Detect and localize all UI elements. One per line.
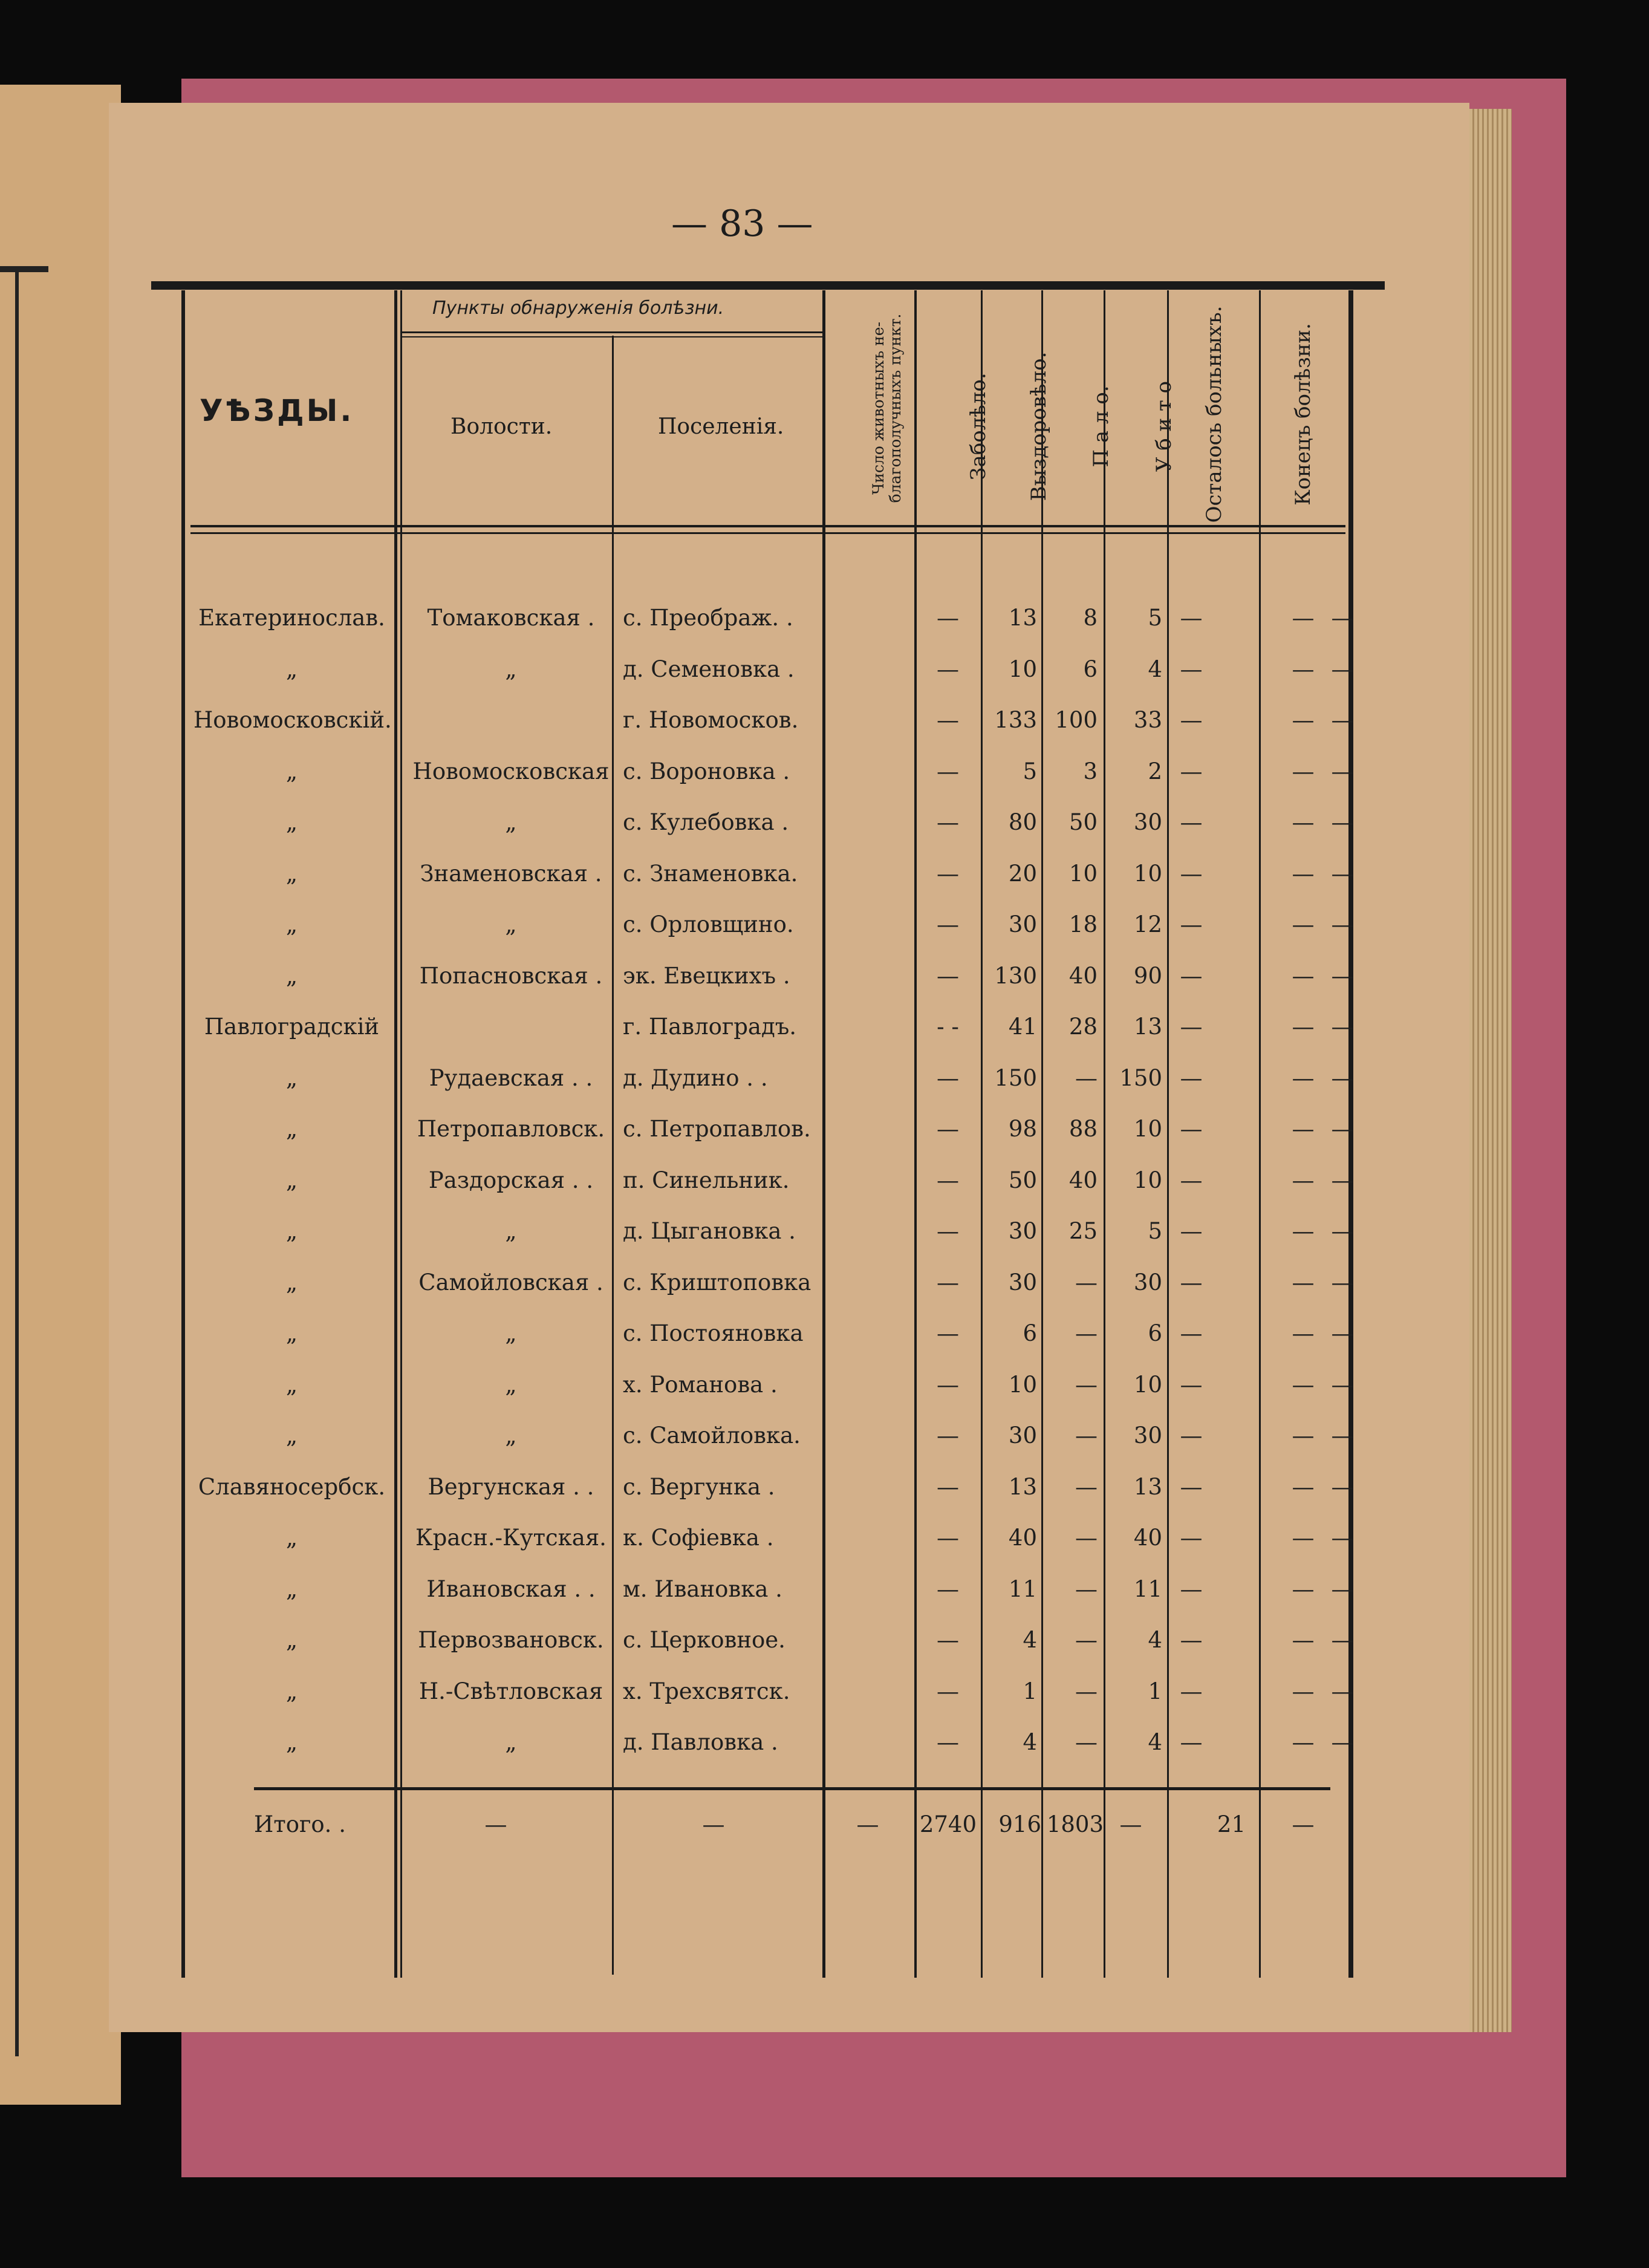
header-konets: Конецъ болѣзни. (1291, 323, 1315, 506)
cell-chislo: — (937, 1269, 959, 1295)
header-uezdy: УѢЗДЫ. (200, 393, 354, 428)
cell-zabolelo: 1 (1023, 1678, 1037, 1704)
cell-ubito: — (1180, 1167, 1203, 1193)
cell-palo: 2 (1148, 758, 1162, 784)
cell-volost: Петропавловск. (417, 1116, 605, 1142)
header-volosti: Волости. (450, 414, 553, 439)
left-page-rule (0, 266, 48, 272)
totals-cell-ubito: — (1119, 1811, 1142, 1837)
cell-ostalos: — (1292, 1269, 1315, 1295)
cell-volost: Попасновская . (419, 962, 603, 989)
cell-ostalos: — (1292, 1064, 1315, 1091)
cell-zabolelo: 150 (994, 1064, 1037, 1091)
cell-uezd: Славяносербск. (198, 1473, 386, 1500)
cell-zabolelo: 20 (1008, 860, 1037, 887)
cell-konets: — (1331, 1627, 1354, 1653)
header-bottom-rule-2 (190, 532, 1345, 534)
cell-poselenie: г. Павлоградъ. (623, 1014, 797, 1040)
cell-palo: 5 (1148, 605, 1162, 631)
cell-zabolelo: 41 (1008, 1014, 1037, 1040)
cell-chislo: — (937, 1729, 959, 1755)
cell-vyzdorovelo: — (1075, 1678, 1098, 1704)
cell-palo: 30 (1133, 809, 1162, 835)
cell-konets: — (1331, 1167, 1354, 1193)
page-edges (1469, 109, 1512, 2032)
cell-ostalos: — (1292, 1116, 1315, 1142)
cell-zabolelo: 4 (1023, 1729, 1037, 1755)
cell-ubito: — (1180, 1525, 1203, 1551)
cell-ubito: — (1180, 656, 1203, 682)
cell-konets: — (1331, 1422, 1354, 1448)
cell-zabolelo: 50 (1008, 1167, 1037, 1193)
cell-vyzdorovelo: — (1075, 1422, 1098, 1448)
cell-uezd: „ (285, 758, 298, 784)
cell-volost: Новомосковская (412, 758, 610, 784)
cell-ubito: — (1180, 1627, 1203, 1653)
cell-ubito: — (1180, 1014, 1203, 1040)
cell-uezd: „ (285, 860, 298, 887)
vrule-palo (1104, 290, 1105, 1978)
cell-zabolelo: 130 (994, 962, 1037, 989)
header-vyzdorovelo: Выздоровѣло. (1027, 351, 1051, 501)
cell-volost: „ (505, 809, 517, 835)
cell-konets: — (1331, 1320, 1354, 1346)
cell-poselenie: с. Петропавлов. (623, 1116, 811, 1142)
totals-rule (254, 1787, 1330, 1790)
cell-vyzdorovelo: 88 (1068, 1116, 1098, 1142)
left-page (0, 85, 121, 2105)
cell-zabolelo: 30 (1008, 1422, 1037, 1448)
cell-ubito: — (1180, 605, 1203, 631)
header-zabolelo: Заболѣло. (966, 373, 990, 480)
cell-chislo: — (937, 1371, 959, 1398)
cell-ostalos: — (1292, 1678, 1315, 1704)
cell-palo: 4 (1148, 1627, 1162, 1653)
cell-uezd: „ (285, 1422, 298, 1448)
cell-vyzdorovelo: 6 (1083, 656, 1098, 682)
cell-palo: 40 (1133, 1525, 1162, 1551)
cell-vyzdorovelo: — (1075, 1473, 1098, 1500)
cell-uezd: „ (285, 809, 298, 835)
cell-ostalos: — (1292, 911, 1315, 937)
cell-uezd: „ (285, 962, 298, 989)
cell-palo: 1 (1148, 1678, 1162, 1704)
cell-poselenie: с. Криштоповка (623, 1269, 811, 1295)
cell-poselenie: д. Дудино . . (623, 1064, 768, 1091)
cell-uezd: „ (285, 1576, 298, 1602)
top-rule (151, 281, 1385, 290)
cell-chislo: — (937, 1678, 959, 1704)
cell-chislo: — (937, 758, 959, 784)
cell-zabolelo: 133 (994, 707, 1037, 733)
cell-poselenie: с. Знаменовка. (623, 860, 798, 887)
cell-vyzdorovelo: 40 (1068, 1167, 1098, 1193)
cell-zabolelo: 4 (1023, 1627, 1037, 1653)
cell-volost: Н.-Свѣтловская (418, 1678, 603, 1704)
cell-volost: „ (505, 1218, 517, 1244)
cell-vyzdorovelo: — (1075, 1576, 1098, 1602)
cell-konets: — (1331, 860, 1354, 887)
cell-ubito: — (1180, 911, 1203, 937)
cell-ostalos: — (1292, 962, 1315, 989)
cell-volost: „ (505, 1729, 517, 1755)
cell-uezd: „ (285, 1627, 298, 1653)
cell-ostalos: — (1292, 1729, 1315, 1755)
cell-vyzdorovelo: 40 (1068, 962, 1098, 989)
cell-uezd: Екатеринослав. (198, 605, 385, 631)
cell-poselenie: с. Кулебовка . (623, 809, 789, 835)
cell-chislo: — (937, 962, 959, 989)
cell-ostalos: — (1292, 1473, 1315, 1500)
cell-volost: „ (505, 911, 517, 937)
cell-ostalos: — (1292, 1576, 1315, 1602)
cell-ubito: — (1180, 809, 1203, 835)
cell-konets: — (1331, 809, 1354, 835)
vrule-ubito (1167, 290, 1169, 1978)
cell-ubito: — (1180, 1320, 1203, 1346)
cell-ubito: — (1180, 1371, 1203, 1398)
cell-ostalos: — (1292, 1525, 1315, 1551)
cell-palo: 150 (1119, 1064, 1162, 1091)
cell-ubito: — (1180, 707, 1203, 733)
cell-chislo: — (937, 707, 959, 733)
cell-ubito: — (1180, 962, 1203, 989)
cell-chislo: — (937, 605, 959, 631)
cell-palo: 4 (1148, 1729, 1162, 1755)
cell-konets: — (1331, 656, 1354, 682)
cell-konets: — (1331, 758, 1354, 784)
cell-vyzdorovelo: — (1075, 1064, 1098, 1091)
cell-vyzdorovelo: 25 (1068, 1218, 1098, 1244)
cell-chislo: - - (937, 1014, 959, 1040)
cell-poselenie: д. Семеновка . (623, 656, 795, 682)
cell-vyzdorovelo: 3 (1083, 758, 1098, 784)
cell-konets: — (1331, 605, 1354, 631)
cell-palo: 12 (1133, 911, 1162, 937)
header-chislo-line1: Число животныхъ не- (870, 322, 887, 495)
cell-palo: 11 (1133, 1576, 1162, 1602)
cell-ostalos: — (1292, 860, 1315, 887)
cell-volost: Самойловская . (418, 1269, 603, 1295)
cell-volost: „ (505, 656, 517, 682)
cell-ostalos: — (1292, 1218, 1315, 1244)
cell-ubito: — (1180, 1678, 1203, 1704)
cell-zabolelo: 40 (1008, 1525, 1037, 1551)
cell-ostalos: — (1292, 1167, 1315, 1193)
vrule-ostalos (1259, 290, 1261, 1978)
totals-cell-uezd: Итого. . (254, 1811, 346, 1837)
cell-poselenie: д. Павловка . (623, 1729, 778, 1755)
cell-zabolelo: 30 (1008, 1218, 1037, 1244)
cell-konets: — (1331, 1269, 1354, 1295)
totals-cell-palo: 1803 (1046, 1811, 1104, 1837)
cell-volost: Ивановская . . (426, 1576, 596, 1602)
cell-poselenie: с. Преображ. . (623, 605, 793, 631)
cell-palo: 13 (1133, 1473, 1162, 1500)
cell-vyzdorovelo: — (1075, 1729, 1098, 1755)
vrule-volost (612, 336, 614, 1975)
cell-poselenie: эк. Евецкихъ . (623, 962, 790, 989)
cell-palo: 10 (1133, 1167, 1162, 1193)
cell-chislo: — (937, 1422, 959, 1448)
cell-vyzdorovelo: — (1075, 1525, 1098, 1551)
cell-uezd: „ (285, 1729, 298, 1755)
cell-palo: 30 (1133, 1269, 1162, 1295)
header-ubito: У б и т о (1152, 380, 1176, 472)
cell-palo: 13 (1133, 1014, 1162, 1040)
vrule-poselenie (822, 290, 825, 1978)
cell-chislo: — (937, 1218, 959, 1244)
cell-chislo: — (937, 1320, 959, 1346)
cell-chislo: — (937, 1167, 959, 1193)
header-points-group: Пункты обнаруженія болѣзни. (432, 298, 724, 319)
vrule-uezd (394, 290, 397, 1978)
cell-volost: Раздорская . . (428, 1167, 594, 1193)
totals-cell-chislo: — (856, 1811, 879, 1837)
cell-konets: — (1331, 911, 1354, 937)
cell-ubito: — (1180, 1576, 1203, 1602)
cell-uezd: „ (285, 656, 298, 682)
cell-ubito: — (1180, 1218, 1203, 1244)
cell-vyzdorovelo: — (1075, 1269, 1098, 1295)
cell-palo: 33 (1133, 707, 1162, 733)
cell-zabolelo: 98 (1008, 1116, 1037, 1142)
vrule-vyzdorovelo (1041, 290, 1043, 1978)
cell-ostalos: — (1292, 1422, 1315, 1448)
cell-palo: 10 (1133, 1371, 1162, 1398)
cell-uezd: „ (285, 1269, 298, 1295)
cell-volost: Знаменовская . (420, 860, 602, 887)
cell-chislo: — (937, 656, 959, 682)
vrule-zabolelo (981, 290, 983, 1978)
cell-zabolelo: 13 (1008, 605, 1037, 631)
cell-volost: Рудаевская . . (429, 1064, 593, 1091)
cell-zabolelo: 10 (1008, 656, 1037, 682)
cell-ostalos: — (1292, 1371, 1315, 1398)
cell-ubito: — (1180, 1729, 1203, 1755)
cell-chislo: — (937, 1627, 959, 1653)
cell-poselenie: к. Софіевка . (623, 1525, 774, 1551)
cell-konets: — (1331, 1678, 1354, 1704)
cell-konets: — (1331, 962, 1354, 989)
totals-cell-volost: — (484, 1811, 507, 1837)
cell-palo: 10 (1133, 860, 1162, 887)
cell-ubito: — (1180, 1269, 1203, 1295)
header-chislo-line2: благополучныхъ пункт. (886, 313, 904, 503)
cell-chislo: — (937, 911, 959, 937)
vrule-left (181, 290, 185, 1978)
header-poseleniya: Поселенія. (658, 414, 784, 439)
cell-chislo: — (937, 1064, 959, 1091)
cell-vyzdorovelo: 18 (1068, 911, 1098, 937)
cell-uezd: „ (285, 911, 298, 937)
cell-vyzdorovelo: — (1075, 1320, 1098, 1346)
cell-vyzdorovelo: 8 (1083, 605, 1098, 631)
cell-poselenie: х. Романова . (623, 1371, 778, 1398)
cell-ostalos: — (1292, 1627, 1315, 1653)
left-page-column-rule (15, 272, 19, 2056)
cell-uezd: Павлоградскій (204, 1014, 380, 1040)
cell-ostalos: — (1292, 605, 1315, 631)
cell-zabolelo: 10 (1008, 1371, 1037, 1398)
cell-poselenie: с. Постояновка (623, 1320, 804, 1346)
cell-palo: 6 (1148, 1320, 1162, 1346)
cell-palo: 90 (1133, 962, 1162, 989)
cell-volost: Красн.-Кутская. (415, 1525, 607, 1551)
header-palo: П а л о. (1089, 385, 1113, 468)
cell-chislo: — (937, 860, 959, 887)
cell-poselenie: с. Церковное. (623, 1627, 785, 1653)
cell-volost: „ (505, 1320, 517, 1346)
cell-konets: — (1331, 1371, 1354, 1398)
cell-chislo: — (937, 1525, 959, 1551)
points-group-rule (400, 331, 824, 333)
cell-vyzdorovelo: 100 (1055, 707, 1098, 733)
cell-uezd: „ (285, 1525, 298, 1551)
cell-ubito: — (1180, 758, 1203, 784)
cell-poselenie: с. Вергунка . (623, 1473, 775, 1500)
cell-ubito: — (1180, 860, 1203, 887)
totals-cell-zabolelo: 2740 (919, 1811, 977, 1837)
cell-palo: 30 (1133, 1422, 1162, 1448)
cell-zabolelo: 80 (1008, 809, 1037, 835)
cell-palo: 5 (1148, 1218, 1162, 1244)
header-ostalos: Осталось больныхъ. (1202, 305, 1226, 523)
cell-ostalos: — (1292, 1320, 1315, 1346)
cell-konets: — (1331, 1064, 1354, 1091)
cell-ostalos: — (1292, 809, 1315, 835)
cell-vyzdorovelo: 28 (1068, 1014, 1098, 1040)
cell-volost: Первозвановск. (418, 1627, 604, 1653)
cell-konets: — (1331, 1729, 1354, 1755)
cell-volost: „ (505, 1371, 517, 1398)
cell-uezd: „ (285, 1064, 298, 1091)
cell-volost: Томаковская . (427, 605, 595, 631)
cell-poselenie: д. Цыгановка . (623, 1218, 796, 1244)
cell-ostalos: — (1292, 656, 1315, 682)
vrule-uezd-2 (400, 290, 402, 1978)
cell-konets: — (1331, 1218, 1354, 1244)
cell-volost: Вергунская . . (428, 1473, 594, 1500)
cell-zabolelo: 13 (1008, 1473, 1037, 1500)
cell-ubito: — (1180, 1422, 1203, 1448)
cell-vyzdorovelo: 50 (1068, 809, 1098, 835)
cell-poselenie: м. Ивановка . (623, 1576, 782, 1602)
cell-poselenie: х. Трехсвятск. (623, 1678, 790, 1704)
cell-ostalos: — (1292, 758, 1315, 784)
cell-poselenie: п. Синельник. (623, 1167, 790, 1193)
cell-konets: — (1331, 1525, 1354, 1551)
cell-uezd: „ (285, 1218, 298, 1244)
cell-zabolelo: 5 (1023, 758, 1037, 784)
cell-ostalos: — (1292, 1014, 1315, 1040)
cell-konets: — (1331, 1014, 1354, 1040)
cell-zabolelo: 30 (1008, 911, 1037, 937)
cell-uezd: Новомосковскій. (194, 707, 392, 733)
cell-ubito: — (1180, 1064, 1203, 1091)
cell-uezd: „ (285, 1678, 298, 1704)
cell-poselenie: с. Вороновка . (623, 758, 790, 784)
cell-poselenie: г. Новомосков. (623, 707, 799, 733)
cell-poselenie: с. Орловщино. (623, 911, 794, 937)
cell-konets: — (1331, 1473, 1354, 1500)
cell-uezd: „ (285, 1116, 298, 1142)
vrule-chislo (914, 290, 917, 1978)
cell-ubito: — (1180, 1116, 1203, 1142)
totals-cell-konets: — (1292, 1811, 1315, 1837)
cell-chislo: — (937, 1116, 959, 1142)
cell-palo: 4 (1148, 656, 1162, 682)
cell-konets: — (1331, 707, 1354, 733)
cell-vyzdorovelo: — (1075, 1627, 1098, 1653)
page-number: — 83 — (671, 203, 813, 245)
cell-chislo: — (937, 1576, 959, 1602)
cell-ubito: — (1180, 1473, 1203, 1500)
cell-palo: 10 (1133, 1116, 1162, 1142)
cell-uezd: „ (285, 1167, 298, 1193)
cell-ostalos: — (1292, 707, 1315, 733)
header-bottom-rule (190, 525, 1345, 527)
cell-poselenie: с. Самойловка. (623, 1422, 801, 1448)
cell-chislo: — (937, 1473, 959, 1500)
totals-cell-ostalos: 21 (1217, 1811, 1246, 1837)
cell-vyzdorovelo: — (1075, 1371, 1098, 1398)
cell-vyzdorovelo: 10 (1068, 860, 1098, 887)
totals-cell-vyzdorovelo: 916 (998, 1811, 1041, 1837)
cell-konets: — (1331, 1576, 1354, 1602)
cell-uezd: „ (285, 1320, 298, 1346)
cell-konets: — (1331, 1116, 1354, 1142)
cell-zabolelo: 11 (1008, 1576, 1037, 1602)
cell-zabolelo: 6 (1023, 1320, 1037, 1346)
cell-chislo: — (937, 809, 959, 835)
cell-volost: „ (505, 1422, 517, 1448)
cell-uezd: „ (285, 1371, 298, 1398)
totals-cell-poselenie: — (702, 1811, 725, 1837)
cell-zabolelo: 30 (1008, 1269, 1037, 1295)
